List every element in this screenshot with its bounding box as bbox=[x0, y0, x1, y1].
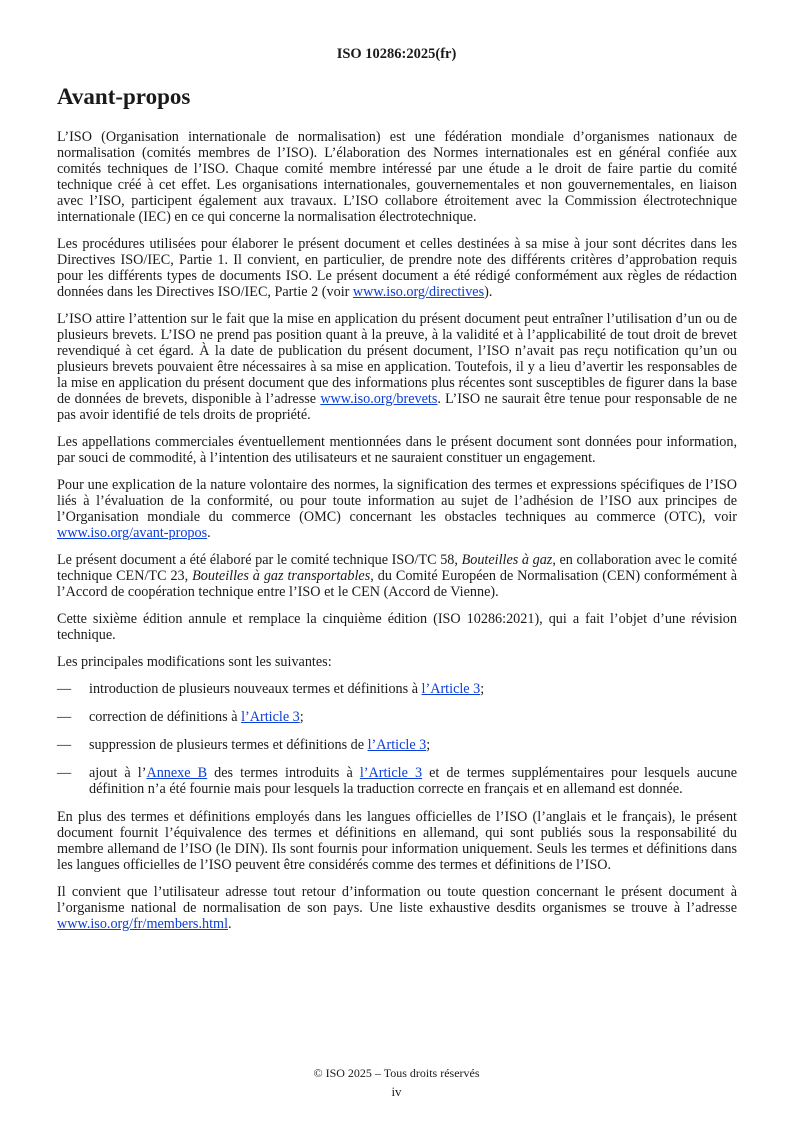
document-header: ISO 10286:2025(fr) bbox=[336, 46, 457, 62]
text: . L’ISO ne saurait être tenue pour responsable de ne pas avoir identifié de tels droits de propriété. bbox=[57, 391, 737, 423]
text: Les procédures utilisées pour élaborer le présent document et celles destinées à sa mise à jour sont décrites dans les Directives ISO/IEC, Partie 1. Il convient, en particulier, de prendre note des différents critères d’approbation requis pour les différents types de documents ISO. Le présent document a été rédigé conformément aux règles de rédaction données dans les Directives ISO/IEC, Partie 2 (voir bbox=[57, 236, 737, 300]
paragraph-patents bbox=[57, 311, 737, 423]
link-article-3[interactable]: l’Article 3 bbox=[359, 765, 423, 781]
text: Il convient que l’utilisateur adresse tout retour d’information ou toute question concernant le présent document à l’organisme national de normalisation de son pays. Une liste exhaustive desdits organismes se trouve à l’adresse bbox=[57, 884, 737, 916]
text: ajout à l’ bbox=[89, 765, 147, 781]
copyright-footer: © ISO 2025 – Tous droits réservés bbox=[313, 1066, 480, 1080]
text: et de termes supplémentaires pour lesquels aucune définition n’a été fournie mais pour lesquels la traduction correcte en français et en allemand est donnée. bbox=[89, 765, 737, 797]
text: ). bbox=[484, 284, 493, 300]
paragraph-edition: Cette sixième édition annule et remplace la cinquième édition (ISO 10286:2021), qui a fait l’objet d’une révision technique. bbox=[57, 611, 737, 643]
paragraph-german-terms: En plus des termes et définitions employés dans les langues officielles de l’ISO (l’anglais et le français), le présent document fournit l’équivalence des termes et définitions en allemand, qui sont publiés sous la responsabilité du membre allemand de l’ISO (le DIN). Ils sont fournis pour information uniquement. Seuls les termes et définitions dans les langues officielles de l’ISO peuvent être considérés comme des termes et définitions de l’ISO. bbox=[57, 809, 737, 873]
list-item bbox=[57, 709, 737, 725]
page-number: iv bbox=[391, 1084, 402, 1099]
list-item bbox=[57, 681, 737, 697]
paragraph-procedures bbox=[57, 236, 737, 300]
link-members[interactable]: www.iso.org/fr/members.html bbox=[57, 916, 229, 932]
paragraph-committee bbox=[57, 552, 737, 600]
link-avant-propos[interactable]: www.iso.org/avant-propos bbox=[57, 525, 208, 541]
text: correction de définitions à bbox=[89, 709, 242, 725]
text: introduction de plusieurs nouveaux termes et définitions à bbox=[89, 681, 422, 697]
link-article-3[interactable]: l’Article 3 bbox=[367, 737, 427, 753]
text: ; bbox=[480, 681, 485, 697]
link-annexe-b[interactable]: Annexe B bbox=[146, 765, 208, 781]
list-item bbox=[57, 737, 737, 753]
link-article-3[interactable]: l’Article 3 bbox=[421, 681, 481, 697]
paragraph-feedback bbox=[57, 884, 737, 932]
dash-bullet: — bbox=[57, 737, 72, 753]
committee-title: Bouteilles à gaz transportables bbox=[192, 568, 371, 584]
page-title: Avant-propos bbox=[57, 84, 191, 109]
document-body bbox=[57, 129, 737, 943]
paragraph-trade-names: Les appellations commerciales éventuellement mentionnées dans le présent document sont données pour information, par souci de commodité, à l’intention des utilisateurs et ne sauraient constituer un engagement. bbox=[57, 434, 737, 466]
text: ; bbox=[426, 737, 431, 753]
link-directives[interactable]: www.iso.org/directives bbox=[352, 284, 485, 300]
text: . bbox=[207, 525, 211, 541]
text: ; bbox=[299, 709, 304, 725]
text: Pour une explication de la nature volontaire des normes, la signification des termes et expressions spécifiques de l’ISO liés à l’évaluation de la conformité, ou pour toute information au sujet de l’adhésion de l’ISO aux principes de l’Organisation mondiale du commerce (OMC) concernant les obstacles techniques au commerce (OTC), voir bbox=[57, 477, 737, 525]
text: suppression de plusieurs termes et définitions de bbox=[89, 737, 368, 753]
paragraph-changes-intro: Les principales modifications sont les suivantes: bbox=[57, 654, 332, 670]
dash-bullet: — bbox=[57, 681, 72, 697]
dash-bullet: — bbox=[57, 765, 72, 781]
paragraph-voluntary-nature bbox=[57, 477, 737, 541]
link-brevets[interactable]: www.iso.org/brevets bbox=[320, 391, 438, 407]
text: . bbox=[228, 916, 232, 932]
list-item bbox=[57, 765, 737, 797]
text: , en collaboration avec le comité technique CEN/TC 23, bbox=[57, 552, 737, 584]
committee-title: Bouteilles à gaz bbox=[461, 552, 553, 568]
text: L’ISO attire l’attention sur le fait que la mise en application du présent document peut entraîner l’utilisation d’un ou de plusieurs brevets. L’ISO ne prend pas position quant à la preuve, à la validité et à l’applicabilité de tout droit de brevet revendiqué à cet égard. À la date de publication du présent document, l’ISO n’avait pas reçu notification qu’un ou plusieurs brevets pouvaient être nécessaires à sa mise en application. Toutefois, il y a lieu d’avertir les responsables de la mise en application du présent document que des informations plus récentes sont susceptibles de figurer dans la base de données de brevets, disponible à l’adresse bbox=[57, 311, 737, 407]
dash-bullet: — bbox=[57, 709, 72, 725]
text: des termes introduits à bbox=[207, 765, 360, 781]
link-article-3[interactable]: l’Article 3 bbox=[241, 709, 300, 725]
text: Le présent document a été élaboré par le comité technique ISO/TC 58, bbox=[57, 552, 462, 568]
paragraph-iso-intro: L’ISO (Organisation internationale de normalisation) est une fédération mondiale d’organismes nationaux de normalisation (comités membres de l’ISO). L’élaboration des Normes internationales est en général confiée aux comités techniques de l’ISO. Chaque comité membre intéressé par une étude a le droit de faire partie du comité technique créé à cet effet. Les organisations internationales, gouvernementales et non gouvernementales, en liaison avec l’ISO, participent également aux travaux. L’ISO collabore étroitement avec la Commission électrotechnique internationale (IEC) en ce qui concerne la normalisation électrotechnique. bbox=[57, 129, 737, 225]
text: , du Comité Européen de Normalisation (CEN) conformément à l’Accord de coopération technique entre l’ISO et le CEN (Accord de Vienne). bbox=[57, 568, 737, 600]
